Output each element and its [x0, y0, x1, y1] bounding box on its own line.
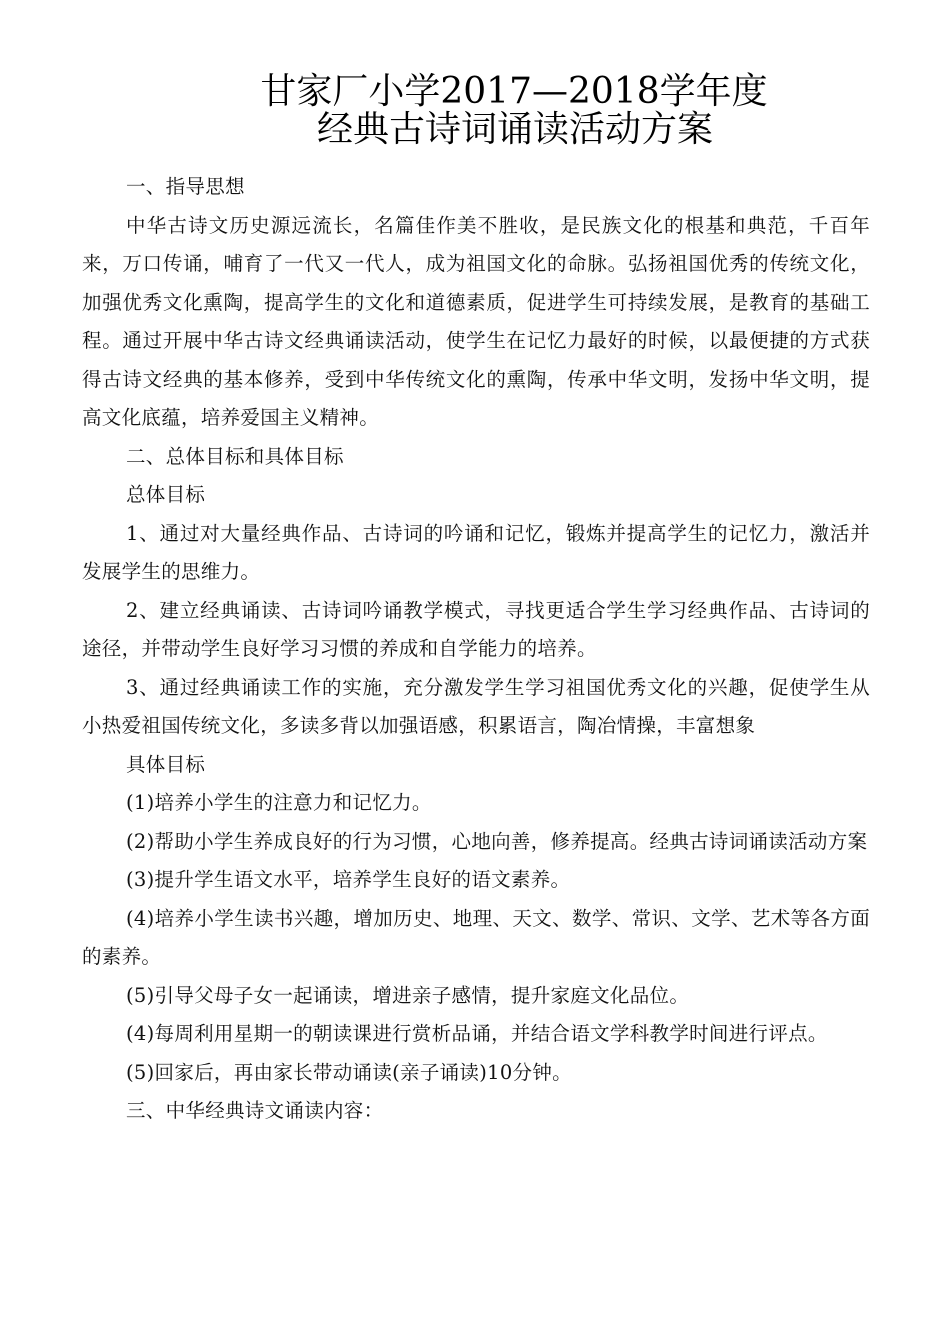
list-item: (1)培养小学生的注意力和记忆力。 [126, 791, 432, 814]
section-heading: 二、总体目标和具体目标 [126, 444, 344, 468]
document-title-line-2: 经典古诗词诵读活动方案 [316, 109, 713, 150]
subsection-heading: 总体目标 [126, 483, 206, 506]
paragraph: 中华古诗文历史源远流长，名篇佳作美不胜收，是民族文化的根基和典范，千百年来，万口传诵，哺育了一代又一代人，成为祖国文化的命脉。弘扬祖国优秀的传统文化，加强优秀文化熏陶，提高学生的文化和道德素质，促进学生可持续发展，是教育的基础工程。通过开展中华古诗文经典诵读活动，使学生在记忆力最好的时候，以最便捷的方式获得古诗文经典的基本修养，受到中华传统文化的熏陶，传承中华文明，发扬中华文明，提高文化底蕴，培养爱国主义精神。 [82, 213, 870, 429]
list-item: (5)引导父母子女一起诵读，增进亲子感情，提升家庭文化品位。 [126, 983, 690, 1007]
section-heading: 一、指导思想 [126, 175, 245, 198]
list-item: (4)每周利用星期一的朝读课进行赏析品诵，并结合语文学科教学时间进行评点。 [126, 1022, 828, 1045]
list-item: (4)培养小学生读书兴趣，增加历史、地理、天文、数学、常识、文学、艺术等各方面的素养。 [82, 906, 870, 968]
document-body [82, 168, 870, 1131]
list-item: (3)提升学生语文水平，培养学生良好的语文素养。 [126, 868, 571, 891]
document-title-line-1: 甘家厂小学2017—2018学年度 [260, 71, 768, 112]
list-item: 2、建立经典诵读、古诗词吟诵教学模式，寻找更适合学生学习经典作品、古诗词的途径，并带动学生良好学习习惯的养成和自学能力的培养。 [82, 598, 870, 660]
list-item: (5)回家后，再由家长带动诵读(亲子诵读)10分钟。 [126, 1060, 572, 1084]
section-heading: 三、中华经典诗文诵读内容： [126, 1099, 384, 1122]
list-item: (2)帮助小学生养成良好的行为习惯，心地向善，修养提高。经典古诗词诵读活动方案 [126, 829, 868, 853]
list-item: 1、通过对大量经典作品、古诗词的吟诵和记忆，锻炼并提高学生的记忆力，激活并发展学生的思维力。 [82, 521, 870, 583]
subsection-heading: 具体目标 [126, 752, 206, 776]
list-item: 3、通过经典诵读工作的实施，充分激发学生学习祖国优秀文化的兴趣，促使学生从小热爱祖国传统文化，多读多背以加强语感，积累语言，陶冶情操，丰富想象 [82, 675, 870, 737]
